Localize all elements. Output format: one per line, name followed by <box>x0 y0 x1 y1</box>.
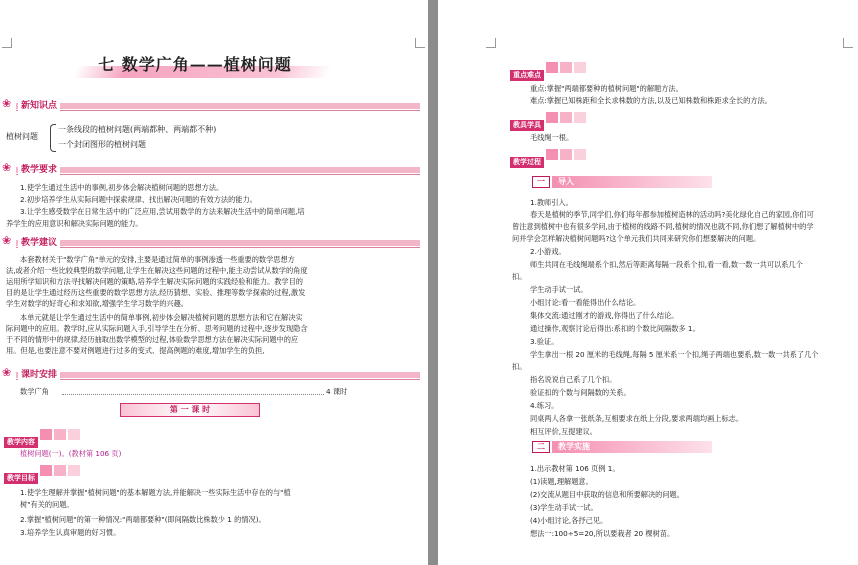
process-line: 同桌两人各拿一张纸条,互相要求在纸上分段,要求两端均画上标志。 <box>530 414 744 423</box>
tag-content <box>4 429 80 446</box>
process-line: 学生拿出一根 20 厘米的毛线绳,每隔 5 厘米系一个扣,绳子两端也要系,数一数一共系了几个 <box>530 350 819 359</box>
tag-square <box>574 112 586 123</box>
tag-label: 教学内容 <box>4 437 38 448</box>
tag-square <box>574 62 586 73</box>
suggestion-line: 于不同的情形中的规律,经历抽取出数学模型的过程,体验数学思想方法在解决实际问题中的应 <box>6 335 299 344</box>
tag-objectives <box>4 465 80 482</box>
process-line: 验证扣的个数与间隔数的关系。 <box>530 388 631 397</box>
brace-icon <box>50 124 56 152</box>
section-bar <box>552 176 712 188</box>
star-icon: ❀ <box>2 97 12 110</box>
section-heading: 课时安排 <box>18 367 60 380</box>
key-line: 重点:掌握"两端都要种的植树问题"的解题方法。 <box>530 84 683 93</box>
crop-mark <box>486 38 496 48</box>
chapter-title-text: 七 数学广角——植树问题 <box>98 55 292 74</box>
process-line: 1.出示教材第 106 页例 1。 <box>530 464 620 473</box>
tag-square <box>574 149 586 160</box>
section-bar <box>16 240 420 246</box>
right-page <box>438 0 858 565</box>
key-line: 难点:掌握已知株距和全长求株数的方法,以及已知株数和株距求全长的方法。 <box>530 96 772 105</box>
objective-line: 1.使学生理解并掌握"植树问题"的基本解题方法,并能解决一些实际生活中存在的与"植 <box>20 488 291 497</box>
tag-square <box>560 112 572 123</box>
section-suggestions <box>0 235 420 248</box>
lesson-title: 第 一 课 时 <box>169 405 211 414</box>
process-line: 曾注意到植树中也有很多学问,由于植树的线路不同,植树的情况也就不同,你们想了解植树中的学 <box>512 222 814 231</box>
crop-mark <box>415 38 425 48</box>
process-line: 师生共同在毛线绳端系个扣,然后等距离每隔一段系个扣,看一看,数一数一共可以系几个 <box>530 260 803 269</box>
leader-dots <box>62 394 324 395</box>
star-icon: ❀ <box>2 161 12 174</box>
left-page <box>0 0 428 565</box>
process-line: 想法一:100÷5=20,所以要栽者 20 棵树苗。 <box>530 529 675 538</box>
section-number: 二 <box>532 441 550 453</box>
section-knowledge <box>0 98 420 111</box>
section-intro-header <box>532 176 712 188</box>
suggestion-line: 法,或者介绍一些比较典型的数学问题,让学生在解决这些问题的过程中,能主动尝试从数学的角度 <box>6 266 308 275</box>
section-bar <box>16 167 420 173</box>
suggestion-line: 本单元就是让学生通过生活中的简单事例,初步体会解决植树问题的思想方法和它在解决实 <box>20 313 303 322</box>
process-line: 集体交流:通过刚才的游戏,你得出了什么结论。 <box>530 311 679 320</box>
process-line: 1.教师引入。 <box>530 198 573 207</box>
process-line: (2)交流从题目中获取的信息和所要解决的问题。 <box>530 490 684 499</box>
tag-square <box>68 465 80 476</box>
process-line: 学生动手试一试。 <box>530 285 588 294</box>
knowledge-topic: 植树问题 <box>6 132 38 141</box>
objective-line: 2.掌握"植树问题"的第一种情况:"两端都要种"(即间隔数比株数少 1 的情况)。 <box>20 515 266 524</box>
section-heading: 教学建议 <box>18 235 60 248</box>
process-line: 通过操作,观察讨论后得出:系扣的个数比间隔数多 1。 <box>530 324 700 333</box>
tag-label: 教具学具 <box>510 120 544 131</box>
tag-square <box>54 465 66 476</box>
requirement-line: 1.使学生通过生活中的事例,初步体会解决植树问题的思想方法。 <box>20 183 224 192</box>
tag-square <box>560 149 572 160</box>
tag-square <box>560 62 572 73</box>
process-line: (3)学生动手试一试。 <box>530 503 598 512</box>
process-line: (1)读题,理解题意。 <box>530 477 593 486</box>
section-bar <box>16 372 420 378</box>
process-line: (4)小组讨论,各抒己见。 <box>530 516 608 525</box>
knowledge-item: 一个封闭图形的植树问题 <box>58 140 146 149</box>
star-icon: ❀ <box>2 234 12 247</box>
section-requirements <box>0 162 420 175</box>
knowledge-item: 一条线段的植树问题(两端都种、两端都不种) <box>58 125 217 134</box>
requirement-line: 2.初步培养学生从实际问题中探索规律、找出解决问题的有效方法的能力。 <box>20 195 257 204</box>
tag-label: 教学目标 <box>4 473 38 484</box>
tag-square <box>546 62 558 73</box>
objective-line: 树"有关的问题。 <box>20 500 74 509</box>
section-bar-line <box>16 174 420 175</box>
section-implementation-header <box>532 441 712 453</box>
suggestion-line: 本套教材关于"数学广角"单元的安排,主要是通过简单的事例渗透一些重要的数学思想方 <box>20 255 295 264</box>
suggestion-line: 运用所学知识和方法寻找解决问题的策略,培养学生解决实际问题的实践经验和能力。教学目的 <box>6 277 303 286</box>
tag-square <box>40 465 52 476</box>
process-line: 2.小游戏。 <box>530 247 566 256</box>
section-schedule <box>0 367 420 380</box>
suggestion-line: 学生对数学的好奇心和求知欲,增强学生学习数学的兴趣。 <box>6 299 188 308</box>
tools-text: 毛线绳一根。 <box>530 133 574 142</box>
process-line: 春天是植树的季节,同学们,你们每年都参加植树造林的活动吗?美化绿化自己的家园,你们可 <box>530 210 814 219</box>
star-icon: ❀ <box>2 366 12 379</box>
tag-tools <box>510 112 586 129</box>
section-label: 教学实施 <box>558 442 590 451</box>
tag-label: 教学过程 <box>510 157 544 168</box>
objective-line: 3.培养学生认真审题的好习惯。 <box>20 528 121 537</box>
section-heading: 新知识点 <box>18 98 60 111</box>
section-bar-line <box>16 247 420 248</box>
requirement-line: 养学生的应用意识和解决实际问题的能力。 <box>6 219 143 228</box>
process-line: 问并学会怎样解决植树问题吗?这个单元我们共同来研究你们想要解决的问题。 <box>512 234 761 243</box>
page-gutter <box>428 0 438 565</box>
requirement-line: 3.让学生感受数学在日常生活中的广泛应用,尝试用数学的方法来解决生活中的简单问题,培 <box>20 207 305 216</box>
chapter-title <box>60 52 330 82</box>
process-line: 扣。 <box>512 362 527 371</box>
suggestion-line: 际问题中的应用。教学时,应从实际问题入手,引导学生在分析、思考问题的过程中,逐步发现隐含 <box>6 324 308 333</box>
suggestion-line: 用。但是,也要注意不要对例题进行过多的变式、提高例题的难度,增加学生的负担, <box>6 346 265 355</box>
tag-square <box>54 429 66 440</box>
section-bar-line <box>16 110 420 111</box>
tag-square <box>546 149 558 160</box>
crop-mark <box>2 38 12 48</box>
crop-mark <box>843 38 853 48</box>
section-number: 一 <box>532 176 550 188</box>
section-bar-line <box>16 379 420 380</box>
section-heading: 教学要求 <box>18 162 60 175</box>
tag-square <box>546 112 558 123</box>
tag-process <box>510 149 586 166</box>
section-bar <box>16 103 420 109</box>
tag-square <box>40 429 52 440</box>
schedule-item: 数学广角 <box>20 387 49 396</box>
process-line: 4.练习。 <box>530 401 559 410</box>
lesson-banner <box>120 403 260 417</box>
process-line: 指名说说自己系了几个扣。 <box>530 375 617 384</box>
suggestion-line: 目的是让学生通过经历这些重要的数学思想方法,经历猜想、实验、推理等数学探索的过程,激发 <box>6 288 306 297</box>
process-line: 扣。 <box>512 272 527 281</box>
schedule-count: 4 课时 <box>326 387 348 396</box>
tag-label: 重点难点 <box>510 70 544 81</box>
content-text: 植树问题(一)。(教材第 106 页) <box>20 449 122 458</box>
tag-square <box>68 429 80 440</box>
process-line: 相互评价,互提建议。 <box>530 427 597 436</box>
tag-key-points <box>510 62 586 79</box>
section-label: 导入 <box>558 177 574 186</box>
process-line: 3.验证。 <box>530 337 559 346</box>
process-line: 小组讨论:看一看能得出什么结论。 <box>530 298 641 307</box>
